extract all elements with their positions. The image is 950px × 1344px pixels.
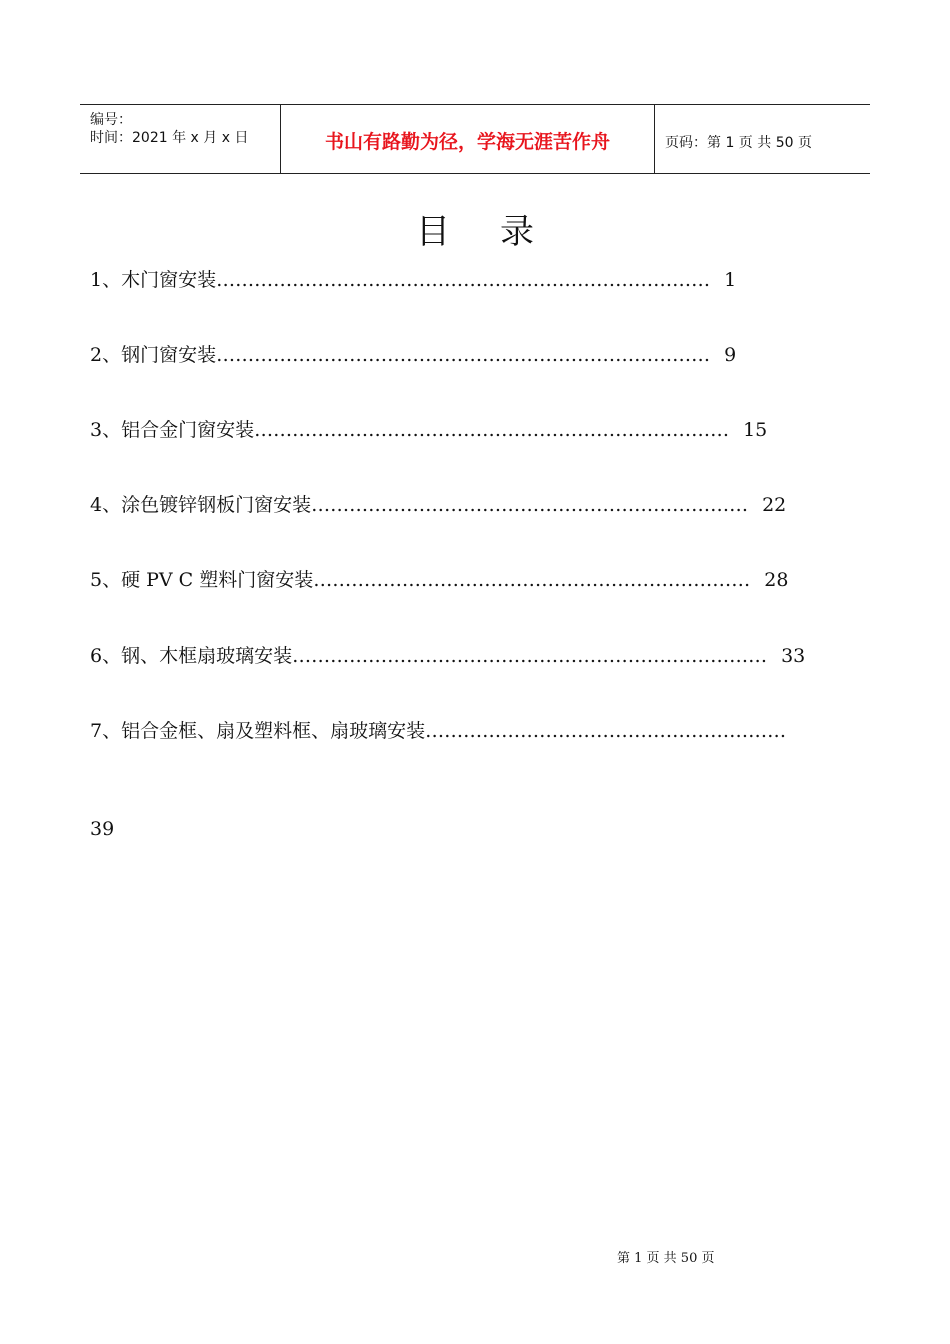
header-left-cell <box>80 105 281 173</box>
toc-item-7-page-number: 39 <box>90 818 115 840</box>
toc-item-label: 7、铝合金框、扇及塑料框、扇玻璃安装 <box>90 720 426 742</box>
toc-leader-dots: …………………………………………………………………… <box>216 344 711 366</box>
header-right-cell <box>655 105 870 173</box>
toc-leader-dots: …………………………………………………………… <box>311 494 749 516</box>
toc-leader-dots: …………………………………………………………… <box>313 569 751 591</box>
toc-item-5[interactable] <box>90 565 788 592</box>
toc-leader-dots: ………………………………………………………………… <box>254 419 730 441</box>
header-page-label: 页码：第 1 页 共 50 页 <box>665 135 812 151</box>
toc-page-number: 22 <box>762 494 787 516</box>
toc-item-label: 3、铝合金门窗安装 <box>90 419 255 441</box>
page-footer: 第 1 页 共 50 页 <box>617 1251 715 1266</box>
header-mid-cell <box>281 105 655 173</box>
toc-item-4[interactable] <box>90 490 786 517</box>
motto: 书山有路勤为径，学海无涯苦作舟 <box>324 131 610 153</box>
toc-item-label: 5、硬 PV C 塑料门窗安装 <box>90 569 314 591</box>
toc-item-7[interactable] <box>90 716 786 743</box>
toc-item-label: 2、钢门窗安装 <box>90 344 217 366</box>
toc-item-2[interactable] <box>90 340 736 367</box>
toc-item-1[interactable] <box>90 265 736 292</box>
toc-page-number: 1 <box>724 269 737 291</box>
toc-page-number: 9 <box>724 344 737 366</box>
header-table <box>80 104 870 174</box>
time-label: 时间：2021 年 x 月 x 日 <box>90 130 249 146</box>
toc-page-number: 28 <box>764 569 789 591</box>
number-label: 编号： <box>90 112 132 128</box>
toc-item-3[interactable] <box>90 415 767 442</box>
toc-title-char-2: 录 <box>500 212 534 252</box>
toc-leader-dots: …………………………………………………………………… <box>216 269 711 291</box>
toc-item-label: 1、木门窗安装 <box>90 269 217 291</box>
toc-item-label: 6、钢、木框扇玻璃安装 <box>90 645 293 667</box>
toc-title <box>0 204 950 253</box>
toc-title-char-1: 目 <box>416 212 450 252</box>
toc-page-number: 33 <box>781 645 806 667</box>
toc-leader-dots: ………………………………………………… <box>425 720 787 742</box>
toc-item-6[interactable] <box>90 641 805 668</box>
toc-item-label: 4、涂色镀锌钢板门窗安装 <box>90 494 312 516</box>
toc-leader-dots: ………………………………………………………………… <box>292 645 768 667</box>
toc-page-number: 15 <box>743 419 768 441</box>
